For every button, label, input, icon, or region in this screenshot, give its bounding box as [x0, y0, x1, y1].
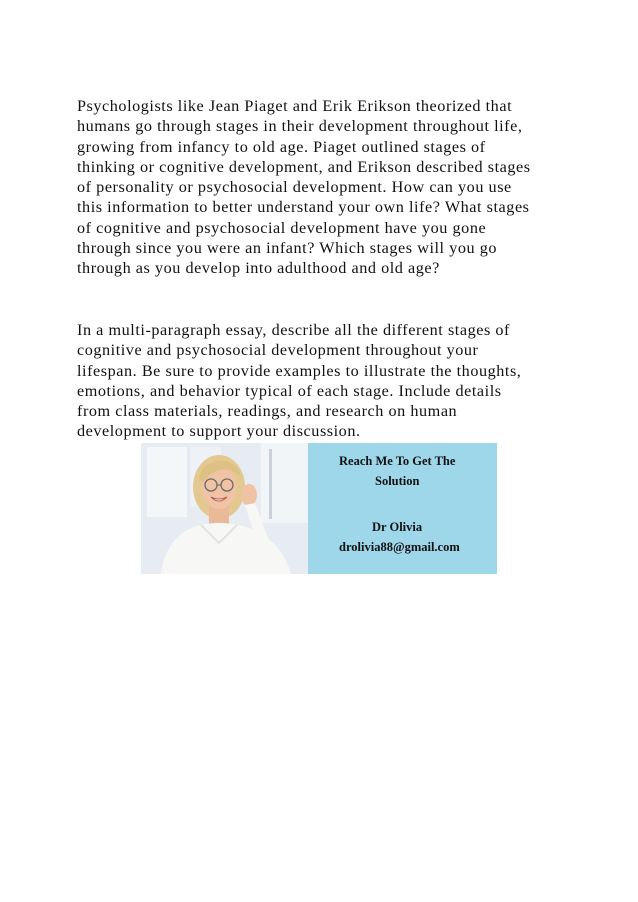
contact-banner — [141, 443, 497, 574]
text-line: In a multi-paragraph essay, describe all the different stages of — [77, 321, 510, 339]
woman-photo-illustration — [141, 443, 308, 574]
text-line: through as you develop into adulthood and old age? — [77, 259, 440, 278]
text-line: this information to better understand your own life? What stages — [77, 198, 530, 217]
text-line: emotions, and behavior typical of each stage. Include details — [77, 381, 502, 400]
text-line: lifespan. Be sure to provide examples to illustrate the thoughts, — [77, 361, 522, 380]
contact-headline: Reach Me To Get The — [339, 454, 456, 468]
text-line: cognitive and psychosocial development throughout your — [77, 341, 479, 360]
contact-name: Dr Olivia — [372, 520, 423, 534]
woman-photo — [141, 443, 308, 574]
text-line: development to support your discussion. — [77, 422, 361, 441]
prompt-paragraph-2 — [77, 320, 577, 442]
contact-headline-2: Solution — [375, 474, 420, 488]
text-line: through since you were an infant? Which stages will you go — [77, 239, 498, 258]
text-line: of personality or psychosocial development. How can you use — [77, 178, 512, 197]
contact-email[interactable]: drolivia88@gmail.com — [339, 540, 460, 554]
text-line: from class materials, readings, and research on human — [77, 402, 458, 421]
text-line: Psychologists like Jean Piaget and Erik Erikson theorized that — [77, 97, 513, 115]
text-line: humans go through stages in their development throughout life, — [77, 117, 523, 136]
text-line: of cognitive and psychosocial development have you gone — [77, 218, 487, 237]
prompt-paragraph-1 — [77, 96, 577, 279]
contact-panel — [308, 443, 497, 574]
text-line: thinking or cognitive development, and Erikson described stages — [77, 157, 531, 176]
text-line: growing from infancy to old age. Piaget outlined stages of — [77, 137, 486, 156]
